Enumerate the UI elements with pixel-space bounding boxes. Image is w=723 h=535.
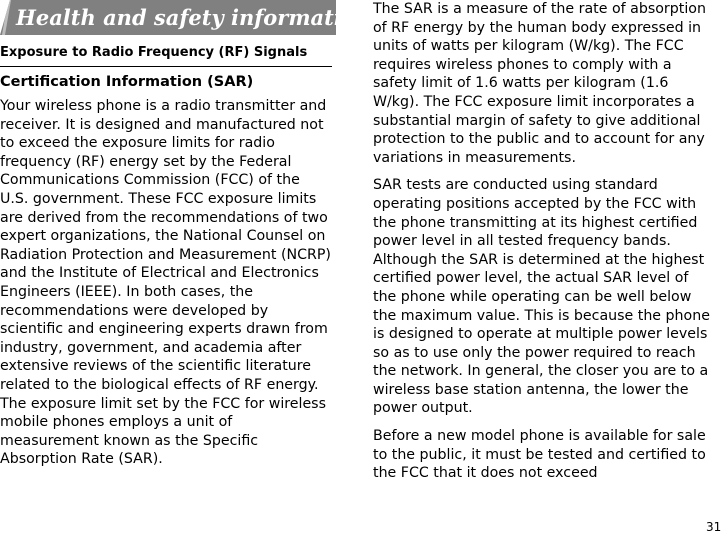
left-paragraph: Your wireless phone is a radio transmitter and receiver. It is designed and manufactured not to exceed the exposure limits for radio frequency (RF) energy set by the Federal Communications Commission (FCC) of the U.S. government. These FCC exposure limits are derived from the recommendations of two expert organizations, the National Counsel on Radiation Protection and Measurement (NCRP) and the Institute of Electrical and Electronics Engineers (IEEE). In both cases, the recommendations were developed by scientific and engineering experts drawn from industry, government, and academia after extensive reviews of the scientific literature related to the biological effects of RF energy. The exposure limit set by the FCC for wireless mobile phones employs a unit of measurement known as the Specific Absorption Rate (SAR).	[0, 98, 331, 468]
page-title: Health and safety information	[16, 5, 372, 30]
sar-tests-paragraph: SAR tests are conducted using standard operating positions accepted by the FCC with the phone transmitting at its highest certified power level in all tested frequency bands. Although the SAR is determined at the highest certified power level, the actual SAR level of the phone while operating can be well below the maximum value. This is because the phone is designed to operate at multiple power levels so as to use only the power required to reach the network. In general, the closer you are to a wireless base station antenna, the lower the power output.	[373, 177, 710, 417]
page-number: 31	[706, 520, 722, 534]
subsection-heading: Certification Information (SAR)	[0, 74, 254, 90]
certification-paragraph: Before a new model phone is available for sale to the public, it must be tested and certified to the FCC that it does not exceed	[373, 428, 706, 482]
section-heading: Exposure to Radio Frequency (RF) Signals	[0, 45, 332, 67]
right-column	[373, 0, 711, 483]
sar-definition-paragraph: The SAR is a measure of the rate of absorption of RF energy by the human body expressed in units of watts per kilogram (W/kg). The FCC requires wireless phones to comply with a safety limit of 1.6 watts per kilogram (1.6 W/kg). The FCC exposure limit incorporates a substantial margin of safety to give additional protection to the public and to account for any variations in measurements.	[373, 1, 706, 166]
